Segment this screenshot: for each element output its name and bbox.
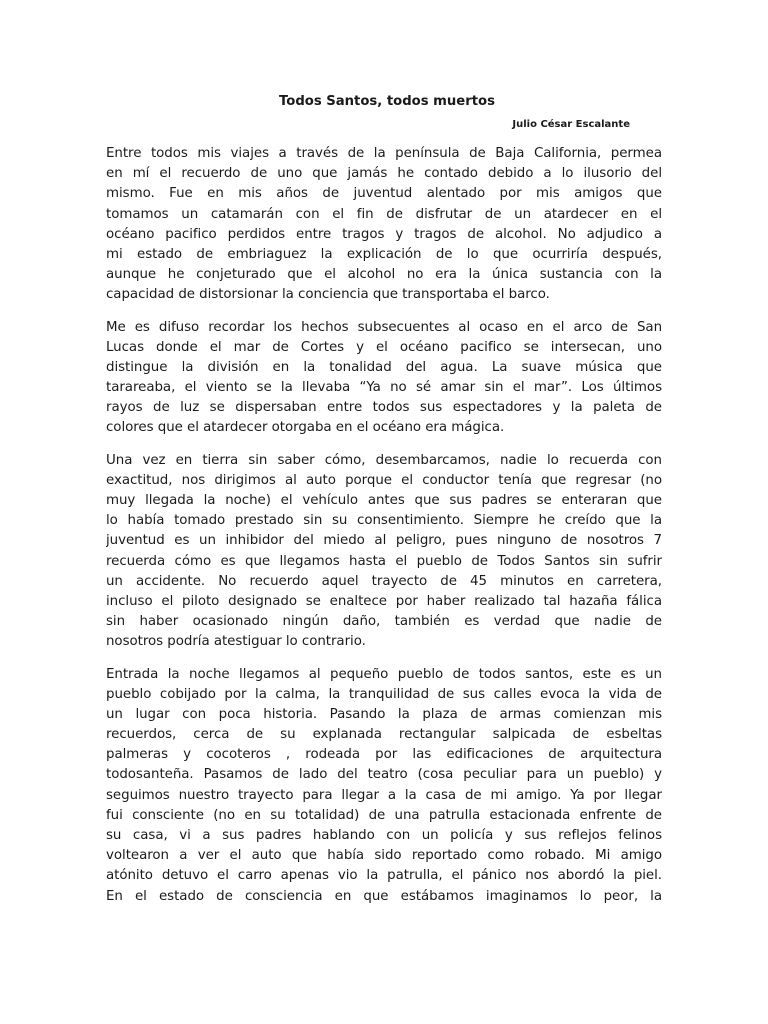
text-line: Entrada la noche llegamos al pequeño pueblo de todos santos, este es un [106,666,662,682]
text-line: En el estado de consciencia en que estábamos imaginamos lo peor, la [106,888,662,904]
text-line: sin haber ocasionado ningún daño, también es verdad que nadie de [106,614,662,630]
text-line: un accidente. No recuerdo aquel trayecto de 45 minutos en carretera, [106,573,662,589]
text-line: atónito detuvo el carro apenas vio la patrulla, el pánico nos abordó la piel. [106,868,662,884]
text-line: recuerdos, cerca de su explanada rectangular salpicada de esbeltas [106,727,662,743]
text-line: un lugar con poca historia. Pasando la plaza de armas comienzan mis [106,706,662,722]
text-line: Una vez en tierra sin saber cómo, desembarcamos, nadie lo recuerda con [106,452,662,468]
text-line: fui consciente (no en su totalidad) de una patrulla estacionada enfrente de [106,807,662,823]
text-line: mismo. Fue en mis años de juventud alentado por mis amigos que [106,186,662,202]
text-line: rayos de luz se dispersaban entre todos sus espectadores y la paleta de [106,400,662,416]
paragraph-1 [106,144,662,306]
text-line: palmeras y cocoteros , rodeada por las edificaciones de arquitectura [106,747,662,763]
text-line: Entre todos mis viajes a través de la península de Baja California, permea [106,146,662,161]
text-line: tarareaba, el viento se la llevaba “Ya no sé amar sin el mar”. Los últimos [106,380,662,396]
text-line: lo había tomado prestado sin su consentimiento. Siempre he creído que la [106,513,662,529]
text-line: en mí el recuerdo de uno que jamás he contado debido a lo ilusorio del [106,166,662,182]
paragraph-4 [106,665,662,907]
text-line: Me es difuso recordar los hechos subsecuentes al ocaso en el arco de San [106,319,662,335]
text-line: juventud es un inhibidor del miedo al peligro, pues ninguno de nosotros 7 [106,533,662,549]
paragraph-2 [106,318,662,439]
text-line: incluso el piloto designado se enaltece por haber realizado tal hazaña fálica [106,593,662,609]
text-line: distingue la división en la tonalidad del agua. La suave música que [106,359,662,375]
text-line: seguimos nuestro trayecto para llegar a la casa de mi amigo. Ya por llegar [106,787,662,803]
text-line: su casa, vi a sus padres hablando con un policía y sus reflejos felinos [106,828,662,843]
text-line: océano pacifico perdidos entre tragos y tragos de alcohol. No adjudico a [106,226,662,242]
paragraph-3 [106,451,662,653]
text-line: voltearon a ver el auto que había sido reportado como robado. Mi amigo [106,848,662,864]
text-line: Lucas donde el mar de Cortes y el océano pacifico se intersecan, uno [106,339,662,355]
text-line: aunque he conjeturado que el alcohol no era la única sustancia con la [106,267,662,283]
text-line: muy llegada la noche) el vehículo antes que sus padres se enteraran que [106,493,662,508]
text-line: todosanteña. Pasamos de lado del teatro (cosa peculiar para un pueblo) y [106,767,662,783]
text-line: colores que el atardecer otorgaba en el océano era mágica. [106,420,505,436]
text-line: recuerda cómo es que llegamos hasta el pueblo de Todos Santos sin sufrir [106,553,662,569]
text-line: mi estado de embriaguez la explicación de lo que ocurriría después, [106,246,662,262]
text-line: tomamos un catamarán con el fin de disfrutar de un atardecer en el [106,206,662,222]
document-title: Todos Santos, todos muertos [279,94,495,109]
text-line: nosotros podría atestiguar lo contrario. [106,634,366,650]
text-line: exactitud, nos dirigimos al auto porque el conductor tenía que regresar (no [106,472,662,488]
document-author: Julio César Escalante [512,119,630,130]
text-line: pueblo cobijado por la calma, la tranquilidad de sus calles evoca la vida de [106,686,662,702]
text-line: capacidad de distorsionar la conciencia que transportaba el barco. [106,287,550,303]
